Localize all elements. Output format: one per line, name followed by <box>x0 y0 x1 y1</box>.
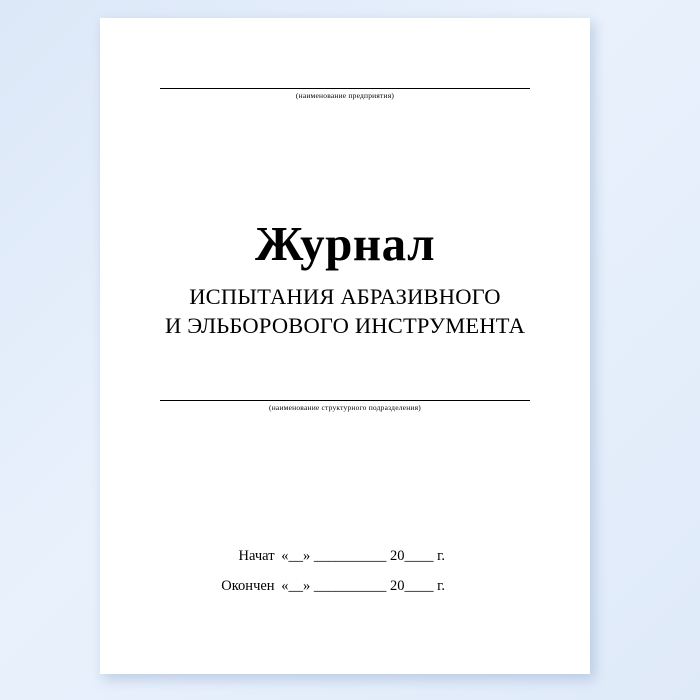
organization-field <box>160 88 530 100</box>
page-subtitle-line-2: И ЭЛЬБОРОВОГО ИНСТРУМЕНТА <box>164 312 526 338</box>
dates-block <box>100 548 590 608</box>
page-title-block <box>100 218 590 340</box>
page-subtitle <box>100 283 590 339</box>
started-row <box>195 548 495 565</box>
started-label: Начат <box>238 548 275 564</box>
department-caption: (наименование структурного подразделения) <box>269 403 421 412</box>
department-field <box>160 400 530 412</box>
page-title: Журнал <box>254 216 436 271</box>
started-value: «__» __________ 20____ г. <box>281 548 445 564</box>
finished-label: Окончен <box>221 578 275 594</box>
document-page <box>100 18 590 674</box>
organization-rule <box>160 88 530 89</box>
finished-row <box>195 578 495 595</box>
organization-caption: (наименование предприятия) <box>295 91 395 100</box>
finished-value: «__» __________ 20____ г. <box>281 578 445 594</box>
department-rule <box>160 400 530 401</box>
page-subtitle-line-1: ИСПЫТАНИЯ АБРАЗИВНОГО <box>189 284 501 310</box>
